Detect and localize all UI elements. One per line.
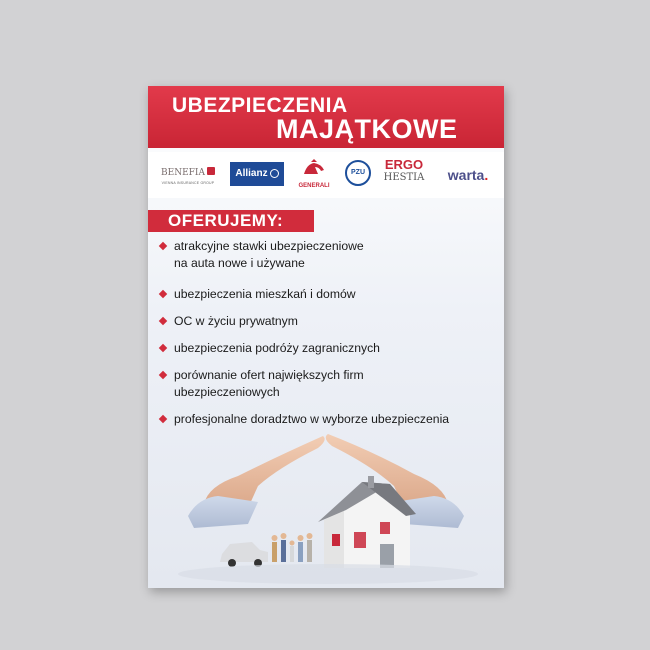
offer-line2: na auta nowe i używane	[174, 256, 305, 270]
pzu-name: PZU	[351, 169, 365, 176]
offer-line1: ubezpieczenia podróży zagranicznych	[174, 341, 380, 355]
insurer-logos	[148, 152, 504, 198]
ergo-line1: ERGO	[384, 157, 424, 172]
offer-heading: OFERUJEMY:	[148, 210, 314, 232]
poster-header	[148, 86, 504, 148]
insurance-poster	[148, 86, 504, 588]
allianz-name: Allianz	[235, 168, 268, 179]
offer-line2: ubezpieczeniowych	[174, 385, 280, 399]
generali-name: GENERALI	[298, 183, 330, 189]
red-diamond-icon	[159, 317, 167, 325]
logo-benefia	[156, 162, 220, 185]
logo-ergo-hestia	[380, 158, 428, 184]
red-diamond-icon	[159, 242, 167, 250]
offer-item	[156, 313, 496, 330]
pzu-circle-icon	[345, 160, 371, 186]
benefia-subtitle: VIENNA INSURANCE GROUP	[161, 181, 215, 185]
offer-line1: OC w życiu prywatnym	[174, 314, 298, 328]
offer-list	[156, 238, 496, 428]
logo-warta	[440, 162, 496, 188]
offer-item	[156, 340, 496, 357]
offer-item	[156, 286, 496, 303]
ergo-line2: HESTIA	[383, 172, 425, 183]
benefia-name: BENEFIA	[161, 168, 205, 178]
warta-name: warta	[447, 167, 485, 183]
offer-item	[156, 238, 496, 272]
offer-line1: porównanie ofert największych firm	[174, 368, 364, 382]
offer-line1: atrakcyjne stawki ubezpieczeniowe	[174, 239, 364, 253]
red-diamond-icon	[159, 371, 167, 379]
hands-icon	[188, 434, 464, 528]
protection-illustration	[148, 416, 504, 588]
warta-dot: .	[484, 167, 489, 183]
title-line2: MAJĄTKOWE	[276, 114, 458, 144]
offer-line1: profesjonalne doradztwo w wyborze ubezpieczenia	[174, 412, 450, 426]
title-line1: UBEZPIECZENIA	[172, 94, 348, 117]
offer-item	[156, 367, 496, 401]
benefia-shield-icon	[207, 167, 215, 175]
offer-line1: ubezpieczenia mieszkań i domów	[174, 287, 356, 301]
logo-allianz	[230, 162, 284, 186]
allianz-eagle-icon	[270, 169, 279, 178]
logo-generali	[294, 158, 334, 189]
lion-icon	[301, 158, 327, 178]
red-diamond-icon	[159, 290, 167, 298]
logo-pzu	[344, 160, 372, 186]
red-diamond-icon	[159, 344, 167, 352]
people-icon	[272, 533, 313, 562]
car-icon	[220, 542, 268, 567]
